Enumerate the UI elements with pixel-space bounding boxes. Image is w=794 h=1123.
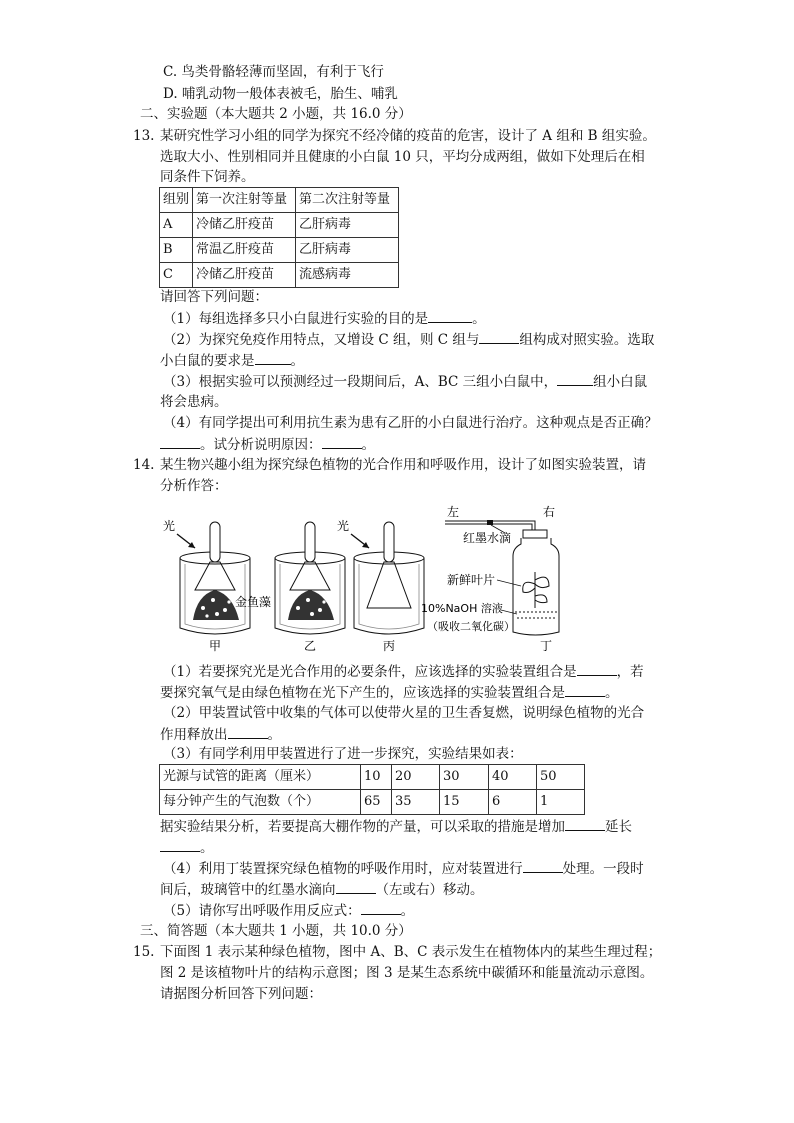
answer-blank[interactable] [577,661,617,676]
funnel [367,562,411,608]
answer-blank[interactable] [523,858,563,873]
bottle-stopper [523,530,547,538]
table-cell: 35 [392,790,440,815]
q14-sub3-cont [160,837,214,858]
funnel [290,562,330,590]
answer-blank[interactable] [361,900,401,915]
table-header-cell: 第一次注射等量 [193,188,296,213]
q14-sub2-end: 。 [267,727,281,743]
table-cell: 20 [392,765,440,790]
q13-number: 13. [133,128,155,144]
q14-sub3-end: 。 [200,840,214,856]
section-2-heading: 二、实验题（本大题共 2 小题，共 16.0 分） [140,106,412,122]
q13-text-line2: 选取大小、性别相同并且健康的小白鼠 10 只，平均分成两组，做如下处理后在相 [160,149,645,165]
q14-sub1 [163,661,644,682]
q14-sub3: （3）有同学利用甲装置进行了进一步探究，实验结果如表： [163,746,523,762]
q15-text-line3: 请据图分析回答下列问题： [160,986,322,1002]
table-row [160,238,399,263]
light-label-bing: 光 [337,519,350,533]
answer-blank[interactable] [565,682,605,697]
label-jia: 甲 [209,639,222,652]
q14-sub1-text2: ，若 [616,664,644,680]
q14-sub3-text: 据实验结果分析，若要提高大棚作物的产量，可以采取的措施是增加 [160,819,565,835]
table-cell: 30 [440,765,489,790]
q14-number: 14. [133,457,155,473]
table-cell: A [160,213,193,238]
table-cell: 冷储乙肝疫苗 [193,213,296,238]
q14-sub4-cont [160,879,484,900]
answer-blank[interactable] [255,350,291,365]
q13-prompt: 请回答下列问题： [160,289,268,305]
answer-blank[interactable] [557,371,593,386]
q14-sub4 [163,858,644,879]
q13-sub3 [163,371,647,392]
q14-sub1-text: （1）若要探究光是光合作用的必要条件，应该选择的实验装置组合是 [163,664,577,680]
q15-text-line1: 下面图 1 表示某种绿色植物，图中 A、B、C 表示发生在植物体内的某些生理过程； [160,944,662,960]
label-absorb-co2: （吸收二氧化碳） [427,620,515,633]
table-cell: 15 [440,790,489,815]
label-leaf: 新鲜叶片 [447,573,496,587]
q14-sub2-cont [160,724,281,745]
test-tube [384,522,394,562]
answer-blank[interactable] [565,816,605,831]
label-red-ink: 红墨水滴 [463,531,512,545]
q14-sub4-text2: 处理。一段时 [562,861,644,877]
label-left: 左 [447,505,460,519]
q13-sub2 [163,329,654,350]
table-cell: B [160,238,193,263]
apparatus-jia [163,518,250,652]
option-c: C. 鸟类骨骼轻薄而坚固，有利于飞行 [163,64,384,80]
label-bing: 丙 [383,639,396,652]
q14-sub1-cont [160,682,619,703]
option-d: D. 哺乳动物一般体表被毛，胎生、哺乳 [163,86,398,102]
table-cell: 冷储乙肝疫苗 [193,263,296,288]
experiment-apparatus-figure [155,500,615,652]
light-label-jia: 光 [163,519,176,533]
table-row [160,790,585,815]
q14-sub5-end: 。 [400,903,415,919]
q14-sub2: （2）甲装置试管中收集的气体可以使带火星的卫生香复燃，说明绿色植物的光合 [163,705,645,721]
q13-sub1 [163,308,486,329]
table-row [160,188,399,213]
label-naoh: 10%NaOH 溶液 [421,602,503,615]
test-tube [210,522,220,562]
table-cell: 65 [361,790,392,815]
table-row [160,213,399,238]
q13-text-line1: 某研究性学习小组的同学为探究不经冷储的疫苗的危害，设计了 A 组和 B 组实验。 [160,128,656,144]
q13-sub1-end: 。 [472,311,486,327]
leaf-icon [535,595,547,603]
apparatus-ding [421,505,559,652]
q14-text-line2: 分析作答： [160,478,228,494]
q14-sub1-end: 。 [605,685,619,701]
beaker-body [354,558,424,634]
q13-sub3-text: （3）根据实验可以预测经过一段期间后，A、BC 三组小白鼠中， [163,374,558,390]
q13-sub2-text2: 组构成对照实验。选取 [519,332,655,348]
q13-table [159,187,399,288]
leaf-icon [523,582,535,592]
test-tube [305,522,315,562]
label-yi: 乙 [304,639,317,652]
table-header-cell: 组别 [160,188,193,213]
table-header-cell: 第二次注射等量 [296,188,399,213]
q13-sub1-text: （1）每组选择多只小白鼠进行实验的目的是 [163,311,429,327]
q13-sub2-text: （2）为探究免疫作用特点，又增设 C 组，则 C 组与 [163,332,480,348]
table-label-cell: 光源与试管的距离（厘米） [160,765,361,790]
table-label-cell: 每分钟产生的气泡数（个） [160,790,361,815]
q14-sub4-end: （左或右）移动。 [375,882,484,898]
table-row [160,765,585,790]
table-cell: 50 [537,765,585,790]
table-cell: 乙肝病毒 [296,213,399,238]
q14-table [159,764,585,815]
table-cell: C [160,263,193,288]
q13-sub4-text: 。试分析说明原因： [200,437,322,453]
q13-text-line3: 同条件下饲养。 [160,169,255,185]
table-cell: 10 [361,765,392,790]
table-cell: 1 [537,790,585,815]
q13-sub2-text3: 小白鼠的要求是 [160,353,255,369]
table-cell: 6 [489,790,537,815]
label-jinyuzao: 金鱼藻 [235,595,272,609]
table-row [160,263,399,288]
q13-sub2-cont [160,350,304,371]
answer-blank[interactable] [160,837,200,852]
q14-sub2-text: 作用释放出 [160,727,228,743]
answer-blank[interactable] [428,308,472,323]
funnel [195,562,235,590]
q14-sub4-text: （4）利用丁装置探究绿色植物的呼吸作用时，应对装置进行 [163,861,523,877]
q13-sub4-cont [160,434,375,455]
leaf-icon [535,577,549,588]
q13-sub2-end: 。 [290,353,304,369]
q13-sub4: （4）有同学提出可利用抗生素为患有乙肝的小白鼠进行治疗。这种观点是否正确？ [163,415,658,431]
answer-blank[interactable] [322,434,362,449]
q14-sub5 [163,900,414,921]
answer-blank[interactable] [336,879,376,894]
q15-text-line2: 图 2 是该植物叶片的结构示意图；图 3 是某生态系统中碳循环和能量流动示意图。 [160,965,654,981]
q14-sub1-text3: 要探究氧气是由绿色植物在光下产生的，应该选择的实验装置组合是 [160,685,565,701]
q13-sub4-end: 。 [361,437,375,453]
q14-sub3-text2: 延长 [605,819,632,835]
glass-bottle [513,538,559,635]
q13-sub3-cont: 将会患病。 [160,394,228,410]
q15-number: 15. [133,944,155,960]
q14-sub5-text: （5）请你写出呼吸作用反应式： [163,903,361,919]
answer-blank[interactable] [479,329,519,344]
red-ink-drop [487,520,493,525]
q13-sub3-text2: 组小白鼠 [593,374,648,390]
table-cell: 40 [489,765,537,790]
label-ding: 丁 [540,639,553,652]
q14-sub4-text3: 间后，玻璃管中的红墨水滴向 [160,882,336,898]
table-cell: 流感病毒 [296,263,399,288]
section-3-heading: 三、简答题（本大题共 1 小题，共 10.0 分） [140,923,412,939]
q14-text-line1: 某生物兴趣小组为探究绿色植物的光合作用和呼吸作用，设计了如图实验装置，请 [160,457,646,473]
answer-blank[interactable] [160,434,200,449]
table-cell: 乙肝病毒 [296,238,399,263]
apparatus-yi [275,522,345,652]
q14-sub3-analysis [160,816,632,837]
apparatus-bing [337,518,424,652]
table-cell: 常温乙肝疫苗 [193,238,296,263]
answer-blank[interactable] [228,724,268,739]
label-right: 右 [543,505,556,519]
